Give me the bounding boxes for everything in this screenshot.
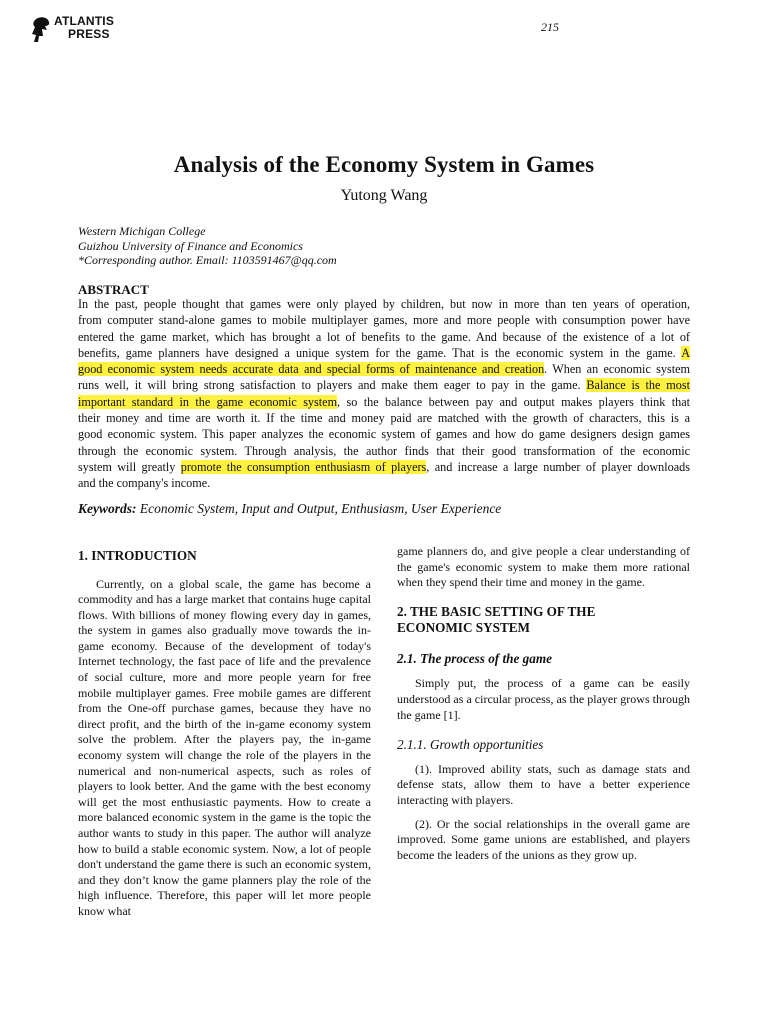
abstract-line [78,361,690,377]
author-name: Yutong Wang [340,187,428,204]
abstract-line [78,459,690,475]
page-number: 215 [541,20,559,34]
right-column [397,544,690,863]
growth-heading: 2.1.1. Growth opportunities [397,737,544,753]
abstract-text: from computer stand-alone games to mobile multiplayer games, more and more people with consumption power have [78,313,690,328]
abstract-text: entered the game market, which has brought a lot of benefits to the game. And because of the existence of a lot of [78,329,690,344]
paper-title: Analysis of the Economy System in Games [173,152,595,177]
keywords-label: Keywords: [78,501,137,516]
atlas-figure-icon [30,16,52,44]
abstract-text: , so the balance between pay and output makes players think that [337,394,690,409]
process-paragraph: Simply put, the process of a game can be easily understood as a circular process, as the player grows through the game [1]. [397,676,690,722]
highlighted-text: A [681,345,690,360]
logo-line-2: PRESS [68,27,110,41]
abstract-text: and the company's income. [78,476,211,491]
abstract-text: system will greatly [78,459,181,474]
affiliation-2: Guizhou University of Finance and Economics [78,238,303,253]
abstract-line [78,394,690,410]
abstract-text: benefits, game planners have designed a unique system for the game. That is the economic system in the game. [78,345,682,360]
process-heading: 2.1. The process of the game [397,650,552,666]
highlighted-text: important standard in the game economic system [78,394,338,409]
abstract-line [78,426,690,442]
growth-item-2: (2). Or the social relationships in the overall game are improved. Some game unions are established, and players become the leaders of the unions as they grow up. [397,816,690,862]
affiliations [78,224,337,268]
highlighted-text: good economic system needs accurate data and special forms of maintenance and creation [78,362,545,377]
keywords-text: Economic System, Input and Output, Enthusiasm, User Experience [139,501,502,516]
highlighted-text: promote the consumption enthusiasm of players [180,459,427,474]
abstract-text: runs well, it will bring strong satisfaction to players and make them eager to pay in the game. [78,378,587,393]
corresponding-author: *Corresponding author. Email: 1103591467@qq.com [78,253,337,267]
abstract-text: good economic system. This paper analyzes the economic system of games and how do game designers design games [78,427,690,442]
introduction-paragraph: Currently, on a global scale, the game has become a commodity and has a large market that contains huge capital flows. With billions of money flowing every day in games, the system in games also gradually move towards the in-game economy. Because of the development of today's Internet technology, the fast pace of life and the prevalence of social culture, more and more people yearn for free mobile multiplayer games. Free mobile games are different from the One-off purchase games, because they have no direct profit, and the birth of the in-game economy system solve the problem. After the players pay, the in-game economy system will change the role of the players in the numerical and non-numerical aspects, such as roles of players to look better. And the game with the best economy will get the most enthusiastic payments. How to create a more balanced economic system in the game is the topic the author wants to study in this paper. The author will analyze how to build a stable economic system. Now, a lot of people don't understand the game there is such an economic system, and they don’t know the game planners play the role of the high influence. Therefore, this paper will let more people know what [78,576,371,918]
publisher-logo [30,15,130,45]
abstract-heading: ABSTRACT [78,282,149,297]
abstract-text: , and increase a large number of player downloads [426,459,690,474]
basic-setting-heading [397,604,690,637]
abstract-text: . When an economic system [544,362,690,377]
abstract-line [78,312,690,328]
abstract-line [78,377,690,393]
abstract-body [78,296,690,492]
abstract-text: their money and time are worth it. If the time and money paid are matched with the growth of characters, this is a [78,411,690,426]
abstract-text: In the past, people thought that games were only played by children, but now in more than ten years of operation, [78,297,690,311]
keywords [78,501,501,517]
basic-setting-heading-line-1: 2. THE BASIC SETTING OF THE [397,603,596,619]
highlighted-text: Balance is the most [586,378,691,393]
abstract-line [78,475,690,491]
abstract-line [78,296,690,312]
abstract-text: through the economic system. Through analysis, the author finds that their good transformation of the economic [78,443,690,458]
abstract-line [78,443,690,459]
abstract-line [78,410,690,426]
abstract-line [78,329,690,345]
affiliation-1: Western Michigan College [78,224,206,238]
basic-setting-heading-line-2: ECONOMIC SYSTEM [397,620,530,636]
introduction-heading: 1. INTRODUCTION [78,548,197,563]
logo-line-1: ATLANTIS [54,14,115,28]
growth-item-1: (1). Improved ability stats, such as damage stats and defense stats, allow them to have a better experience interacting with players. [397,761,690,807]
left-column [78,548,371,920]
abstract-line [78,345,690,361]
introduction-continued: game planners do, and give people a clear understanding of the game's economic system to make them more rational when they spend their time and money in the game. [397,544,690,590]
